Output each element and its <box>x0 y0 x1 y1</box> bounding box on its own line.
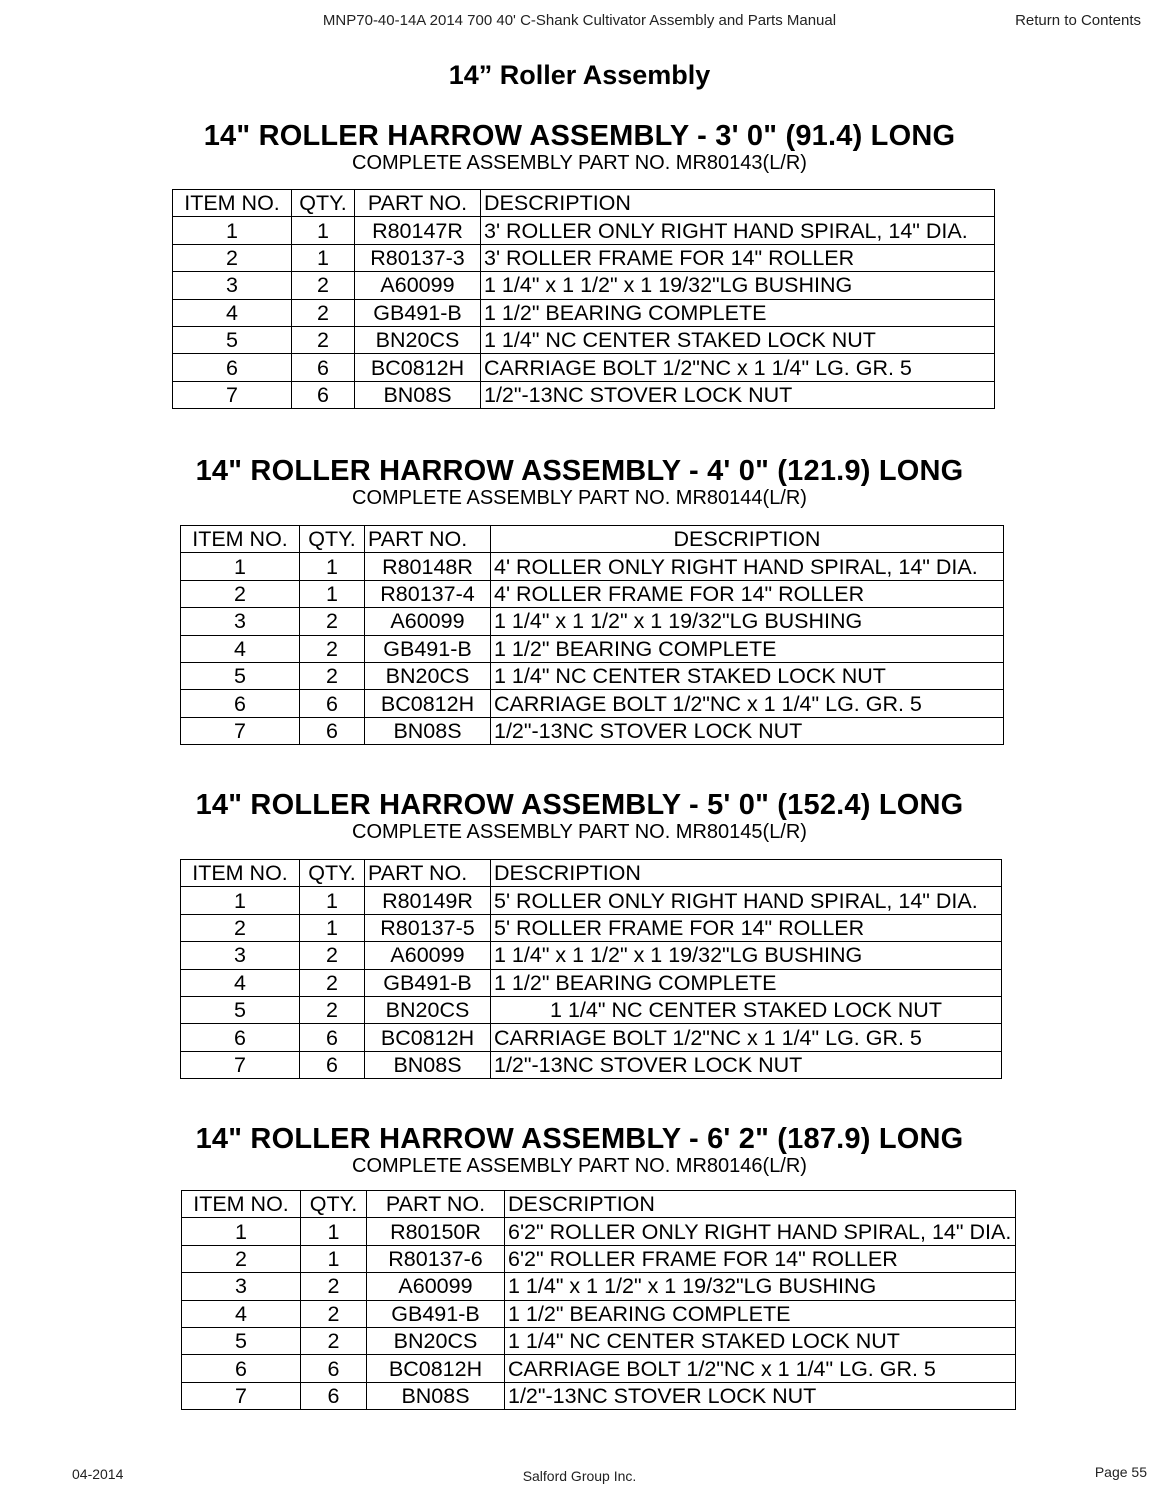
item-no-cell: 1 <box>181 887 300 914</box>
parts-table <box>180 525 1004 745</box>
column-header: PART NO. <box>365 526 491 553</box>
qty-cell: 2 <box>300 996 365 1023</box>
part-no-cell: BN08S <box>355 381 481 408</box>
qty-cell: 2 <box>300 608 365 635</box>
part-no-cell: GB491-B <box>355 299 481 326</box>
table-row <box>181 996 1002 1023</box>
description-cell: 5' ROLLER ONLY RIGHT HAND SPIRAL, 14" DIA. <box>491 887 1002 914</box>
part-no-cell: BN20CS <box>355 326 481 353</box>
description-cell: 1/2"-13NC STOVER LOCK NUT <box>505 1382 1016 1409</box>
part-no-cell: GB491-B <box>367 1300 505 1327</box>
footer-company: Salford Group Inc. <box>522 1468 637 1484</box>
footer-page-number: Page 55 <box>1094 1464 1147 1480</box>
part-no-cell: BN08S <box>367 1382 505 1409</box>
qty-cell: 6 <box>300 717 365 744</box>
qty-cell: 6 <box>292 381 355 408</box>
item-no-cell: 2 <box>181 580 300 607</box>
qty-cell: 1 <box>300 553 365 580</box>
qty-cell: 2 <box>300 969 365 996</box>
part-no-cell: R80150R <box>367 1218 505 1245</box>
qty-cell: 2 <box>300 662 365 689</box>
page-header <box>0 12 1159 34</box>
qty-cell: 1 <box>292 244 355 271</box>
part-no-cell: R80148R <box>365 553 491 580</box>
table-row <box>182 1218 1016 1245</box>
parts-table <box>180 859 1002 1079</box>
section-subtitle: COMPLETE ASSEMBLY PART NO. MR80146(L/R) <box>352 1155 807 1177</box>
table-row <box>173 272 995 299</box>
return-to-contents-link[interactable]: Return to Contents <box>1015 12 1141 29</box>
table-row <box>181 553 1004 580</box>
column-header: PART NO. <box>367 1191 505 1218</box>
qty-cell: 6 <box>300 690 365 717</box>
table-row <box>182 1273 1016 1300</box>
column-header: QTY. <box>300 526 365 553</box>
table-row <box>181 1024 1002 1051</box>
description-cell: 5' ROLLER FRAME FOR 14" ROLLER <box>491 914 1002 941</box>
assembly-section <box>0 120 1159 174</box>
item-no-cell: 2 <box>182 1245 301 1272</box>
item-no-cell: 5 <box>182 1327 301 1354</box>
column-header: DESCRIPTION <box>505 1191 1016 1218</box>
table-row <box>181 717 1004 744</box>
column-header: ITEM NO. <box>182 1191 301 1218</box>
qty-cell: 6 <box>301 1382 367 1409</box>
table-row <box>173 354 995 381</box>
table-row <box>182 1355 1016 1382</box>
table-header-row <box>182 1191 1016 1218</box>
part-no-cell: BN20CS <box>365 996 491 1023</box>
description-cell: 4' ROLLER ONLY RIGHT HAND SPIRAL, 14" DIA. <box>491 553 1004 580</box>
qty-cell: 6 <box>300 1024 365 1051</box>
qty-cell: 1 <box>300 914 365 941</box>
part-no-cell: A60099 <box>365 608 491 635</box>
section-subtitle: COMPLETE ASSEMBLY PART NO. MR80143(L/R) <box>352 152 807 174</box>
table-row <box>181 1051 1002 1078</box>
item-no-cell: 3 <box>181 942 300 969</box>
item-no-cell: 2 <box>181 914 300 941</box>
table-row <box>173 381 995 408</box>
table-row <box>181 608 1004 635</box>
qty-cell: 1 <box>300 580 365 607</box>
description-cell: CARRIAGE BOLT 1/2"NC x 1 1/4" LG. GR. 5 <box>491 1024 1002 1051</box>
item-no-cell: 5 <box>181 662 300 689</box>
qty-cell: 2 <box>301 1273 367 1300</box>
description-cell: 1 1/4" NC CENTER STAKED LOCK NUT <box>481 326 995 353</box>
item-no-cell: 3 <box>173 272 292 299</box>
part-no-cell: R80137-4 <box>365 580 491 607</box>
assembly-section <box>0 455 1159 509</box>
table-row <box>181 580 1004 607</box>
item-no-cell: 7 <box>182 1382 301 1409</box>
description-cell: 1 1/2" BEARING COMPLETE <box>481 299 995 326</box>
part-no-cell: BN08S <box>365 717 491 744</box>
item-no-cell: 3 <box>182 1273 301 1300</box>
page-footer <box>0 1466 1159 1486</box>
qty-cell: 1 <box>301 1218 367 1245</box>
table-header-row <box>181 860 1002 887</box>
part-no-cell: BC0812H <box>355 354 481 381</box>
table-header-row <box>181 526 1004 553</box>
table-row <box>182 1245 1016 1272</box>
table-row <box>181 662 1004 689</box>
parts-table <box>172 189 995 409</box>
qty-cell: 1 <box>300 887 365 914</box>
part-no-cell: BN20CS <box>365 662 491 689</box>
description-cell: 1 1/4" NC CENTER STAKED LOCK NUT <box>505 1327 1016 1354</box>
item-no-cell: 4 <box>173 299 292 326</box>
item-no-cell: 1 <box>173 217 292 244</box>
qty-cell: 1 <box>301 1245 367 1272</box>
column-header: DESCRIPTION <box>491 860 1002 887</box>
table-row <box>173 299 995 326</box>
section-title: 14" ROLLER HARROW ASSEMBLY - 3' 0" (91.4) LONG <box>203 120 956 152</box>
table-row <box>181 914 1002 941</box>
section-subtitle: COMPLETE ASSEMBLY PART NO. MR80145(L/R) <box>352 821 807 843</box>
page-heading: 14” Roller Assembly <box>448 60 711 90</box>
item-no-cell: 4 <box>181 969 300 996</box>
description-cell: 1 1/2" BEARING COMPLETE <box>491 969 1002 996</box>
part-no-cell: BC0812H <box>365 690 491 717</box>
part-no-cell: BC0812H <box>365 1024 491 1051</box>
column-header: PART NO. <box>355 190 481 217</box>
description-cell: 6'2" ROLLER ONLY RIGHT HAND SPIRAL, 14" DIA. <box>505 1218 1016 1245</box>
part-no-cell: A60099 <box>365 942 491 969</box>
part-no-cell: BN20CS <box>367 1327 505 1354</box>
qty-cell: 6 <box>292 354 355 381</box>
item-no-cell: 1 <box>181 553 300 580</box>
qty-cell: 6 <box>300 1051 365 1078</box>
description-cell: 1 1/4" x 1 1/2" x 1 19/32"LG BUSHING <box>491 608 1004 635</box>
column-header: ITEM NO. <box>173 190 292 217</box>
part-no-cell: R80137-3 <box>355 244 481 271</box>
table-header-row <box>173 190 995 217</box>
document-title: MNP70-40-14A 2014 700 40' C-Shank Cultivator Assembly and Parts Manual <box>322 12 837 29</box>
item-no-cell: 6 <box>173 354 292 381</box>
item-no-cell: 3 <box>181 608 300 635</box>
item-no-cell: 7 <box>181 717 300 744</box>
qty-cell: 1 <box>292 217 355 244</box>
table-row <box>181 942 1002 969</box>
item-no-cell: 4 <box>181 635 300 662</box>
assembly-section <box>0 789 1159 843</box>
part-no-cell: BC0812H <box>367 1355 505 1382</box>
part-no-cell: GB491-B <box>365 635 491 662</box>
part-no-cell: R80137-6 <box>367 1245 505 1272</box>
item-no-cell: 6 <box>181 1024 300 1051</box>
part-no-cell: BN08S <box>365 1051 491 1078</box>
item-no-cell: 7 <box>181 1051 300 1078</box>
description-cell: 3' ROLLER ONLY RIGHT HAND SPIRAL, 14" DIA. <box>481 217 995 244</box>
table-row <box>173 244 995 271</box>
part-no-cell: A60099 <box>355 272 481 299</box>
part-no-cell: R80137-5 <box>365 914 491 941</box>
table-row <box>182 1382 1016 1409</box>
description-cell: CARRIAGE BOLT 1/2"NC x 1 1/4" LG. GR. 5 <box>505 1355 1016 1382</box>
column-header: QTY. <box>300 860 365 887</box>
description-cell: 1 1/2" BEARING COMPLETE <box>505 1300 1016 1327</box>
item-no-cell: 5 <box>173 326 292 353</box>
description-cell: 1 1/4" x 1 1/2" x 1 19/32"LG BUSHING <box>481 272 995 299</box>
item-no-cell: 4 <box>182 1300 301 1327</box>
qty-cell: 2 <box>292 326 355 353</box>
column-header: QTY. <box>301 1191 367 1218</box>
table-row <box>181 887 1002 914</box>
qty-cell: 2 <box>300 942 365 969</box>
assembly-section <box>0 1123 1159 1177</box>
qty-cell: 6 <box>301 1355 367 1382</box>
table-row <box>182 1327 1016 1354</box>
column-header: DESCRIPTION <box>491 526 1004 553</box>
item-no-cell: 5 <box>181 996 300 1023</box>
item-no-cell: 1 <box>182 1218 301 1245</box>
item-no-cell: 7 <box>173 381 292 408</box>
description-cell: 1/2"-13NC STOVER LOCK NUT <box>491 717 1004 744</box>
column-header: QTY. <box>292 190 355 217</box>
table-row <box>173 326 995 353</box>
section-subtitle: COMPLETE ASSEMBLY PART NO. MR80144(L/R) <box>352 487 807 509</box>
footer-date: 04-2014 <box>72 1466 124 1482</box>
description-cell: 1/2"-13NC STOVER LOCK NUT <box>481 381 995 408</box>
part-no-cell: A60099 <box>367 1273 505 1300</box>
table-row <box>173 217 995 244</box>
item-no-cell: 2 <box>173 244 292 271</box>
column-header: DESCRIPTION <box>481 190 995 217</box>
description-cell: 1 1/4" x 1 1/2" x 1 19/32"LG BUSHING <box>505 1273 1016 1300</box>
section-title: 14" ROLLER HARROW ASSEMBLY - 5' 0" (152.4) LONG <box>195 789 964 821</box>
description-cell: CARRIAGE BOLT 1/2"NC x 1 1/4" LG. GR. 5 <box>481 354 995 381</box>
qty-cell: 2 <box>292 272 355 299</box>
section-title: 14" ROLLER HARROW ASSEMBLY - 4' 0" (121.9) LONG <box>195 455 964 487</box>
description-cell: 1 1/2" BEARING COMPLETE <box>491 635 1004 662</box>
section-title: 14" ROLLER HARROW ASSEMBLY - 6' 2" (187.9) LONG <box>195 1123 964 1155</box>
description-cell: 1 1/4" NC CENTER STAKED LOCK NUT <box>491 662 1004 689</box>
description-cell: 6'2" ROLLER FRAME FOR 14" ROLLER <box>505 1245 1016 1272</box>
part-no-cell: GB491-B <box>365 969 491 996</box>
table-row <box>182 1300 1016 1327</box>
column-header: ITEM NO. <box>181 860 300 887</box>
column-header: ITEM NO. <box>181 526 300 553</box>
description-cell: 1/2"-13NC STOVER LOCK NUT <box>491 1051 1002 1078</box>
qty-cell: 2 <box>292 299 355 326</box>
column-header: PART NO. <box>365 860 491 887</box>
table-row <box>181 969 1002 996</box>
qty-cell: 2 <box>300 635 365 662</box>
description-cell: CARRIAGE BOLT 1/2"NC x 1 1/4" LG. GR. 5 <box>491 690 1004 717</box>
qty-cell: 2 <box>301 1300 367 1327</box>
item-no-cell: 6 <box>181 690 300 717</box>
description-cell: 1 1/4" x 1 1/2" x 1 19/32"LG BUSHING <box>491 942 1002 969</box>
table-row <box>181 635 1004 662</box>
part-no-cell: R80149R <box>365 887 491 914</box>
table-row <box>181 690 1004 717</box>
part-no-cell: R80147R <box>355 217 481 244</box>
description-cell: 1 1/4" NC CENTER STAKED LOCK NUT <box>491 996 1002 1023</box>
description-cell: 3' ROLLER FRAME FOR 14" ROLLER <box>481 244 995 271</box>
qty-cell: 2 <box>301 1327 367 1354</box>
description-cell: 4' ROLLER FRAME FOR 14" ROLLER <box>491 580 1004 607</box>
item-no-cell: 6 <box>182 1355 301 1382</box>
parts-table <box>181 1190 1016 1410</box>
